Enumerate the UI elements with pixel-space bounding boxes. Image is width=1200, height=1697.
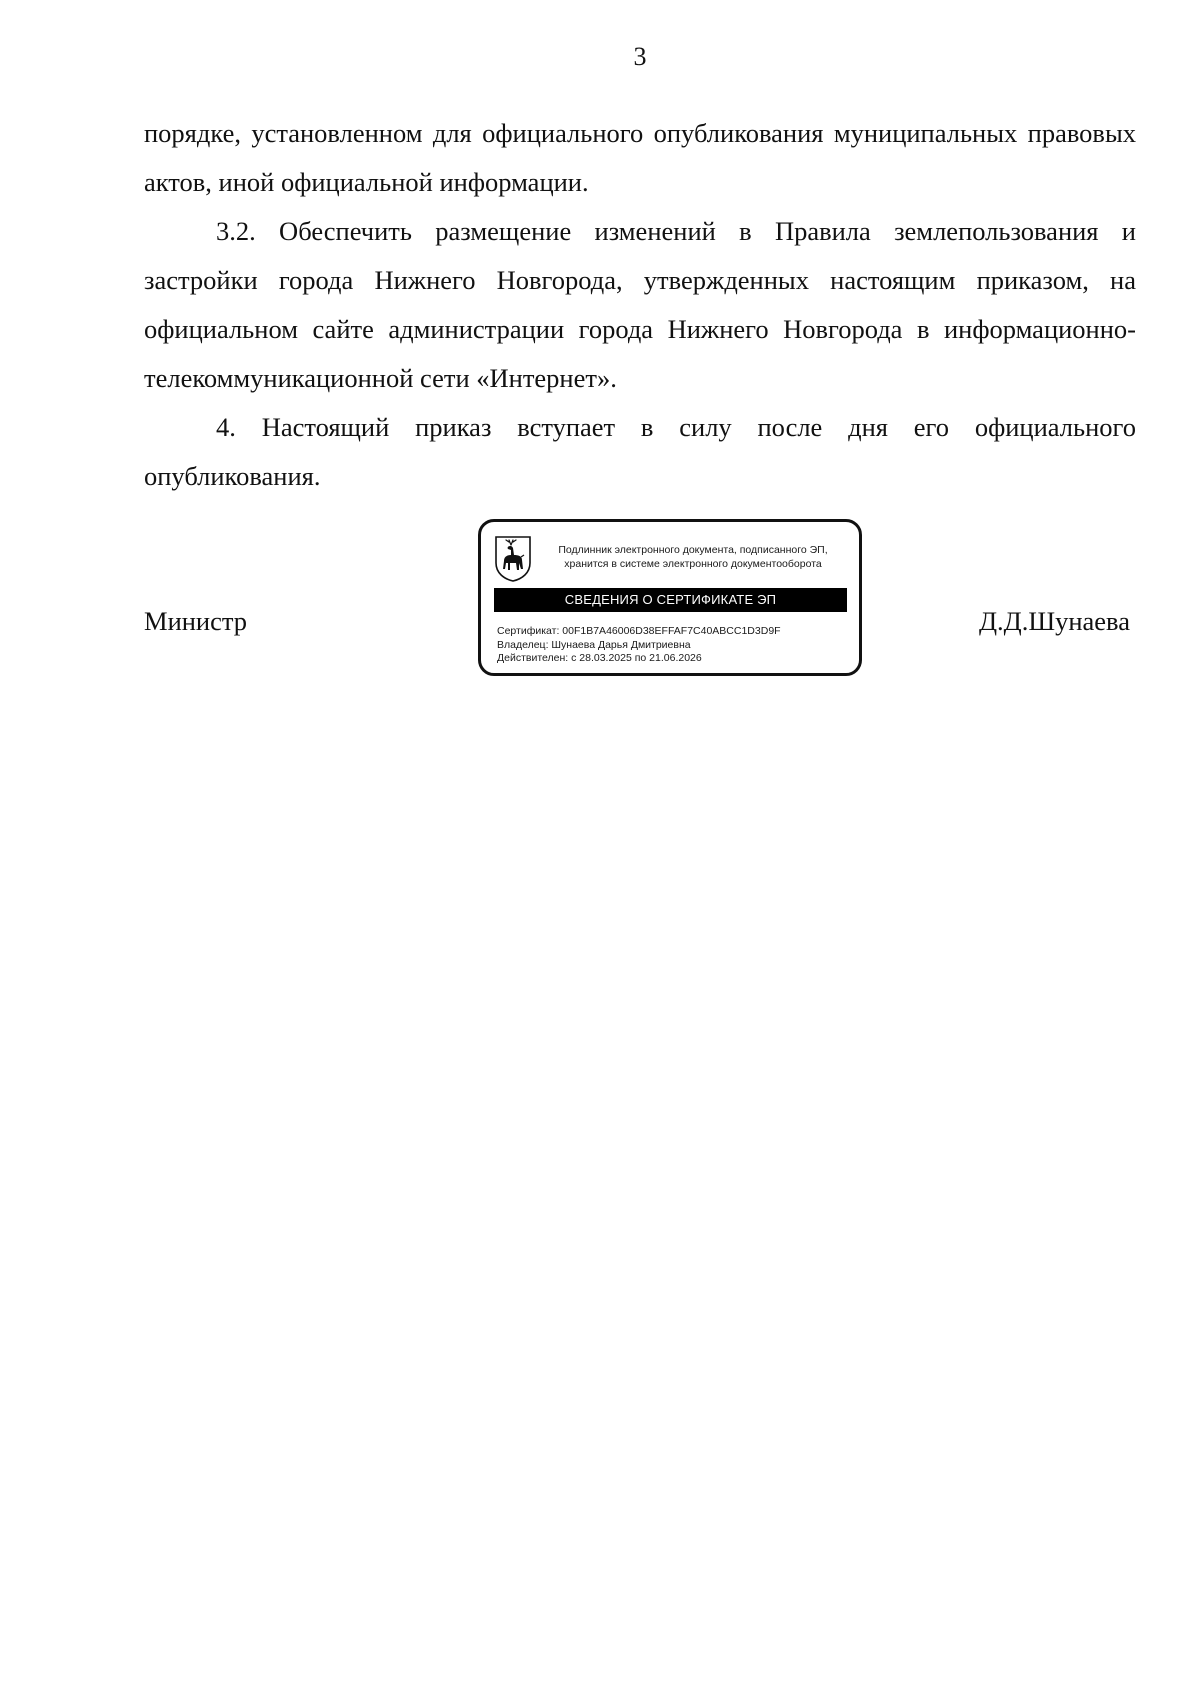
paragraph-continuation: порядке, установленном для официального опубликования муниципальных правовых актов, иной официальной информации. [144,118,1136,197]
signature-role: Министр [144,606,248,636]
stamp-header [543,543,843,571]
certificate-number: Сертификат: 00F1B7A46006D38EFFAF7C40ABCC1D3D9F [497,625,781,637]
certificate-validity: Действителен: с 28.03.2025 по 21.06.2026 [497,652,702,664]
page-number: 3 [633,42,647,71]
stamp-certificate-details [497,625,781,666]
stamp-title: СВЕДЕНИЯ О СЕРТИФИКАТЕ ЭП [494,588,847,612]
nizhny-novgorod-deer-emblem-icon [494,535,532,583]
document-body [144,109,1136,501]
stamp-header-line: хранится в системе электронного документооборота [564,558,822,570]
paragraph-4: 4. Настоящий приказ вступает в силу после дня его официального опубликования. [144,412,1136,491]
stamp-header-line: Подлинник электронного документа, подписанного ЭП, [558,544,828,556]
paragraph-3-2: 3.2. Обеспечить размещение изменений в Правила землепользования и застройки города Нижнего Новгорода, утвержденных настоящим приказом, на официальном сайте администрации города Нижнего Новгорода в информационно-телекоммуникационной сети «Интернет». [144,216,1136,393]
electronic-signature-stamp [478,519,862,676]
certificate-owner: Владелец: Шунаева Дарья Дмитриевна [497,638,691,651]
signature-name: Д.Д.Шунаева [978,606,1130,636]
